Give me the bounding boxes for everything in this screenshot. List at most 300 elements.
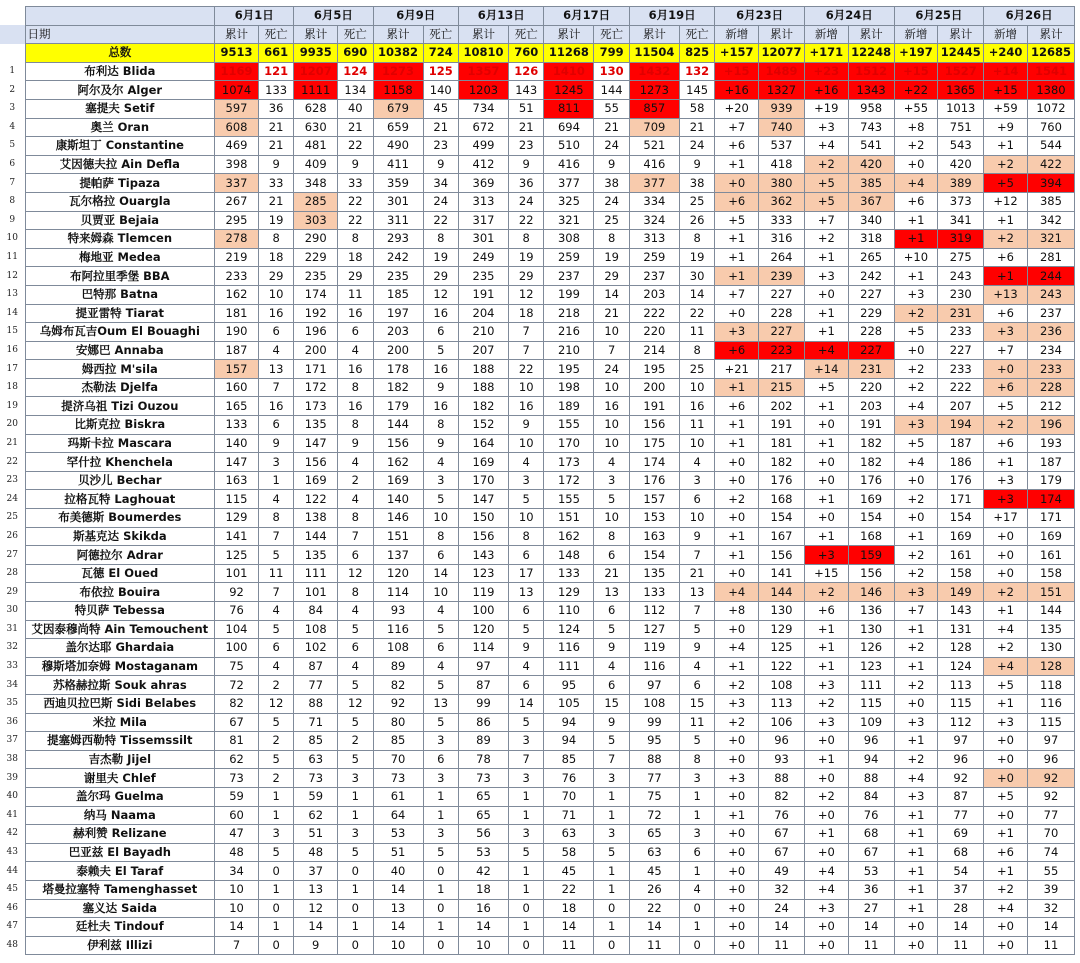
data-cell: +0 [894, 918, 938, 937]
data-cell: 33 [338, 174, 373, 193]
corner-cell [25, 7, 215, 26]
data-cell: 3 [258, 825, 293, 844]
row-number: 27 [6, 549, 18, 560]
data-cell: 5 [423, 341, 458, 360]
data-cell: +0 [804, 918, 848, 937]
data-cell: 324 [629, 211, 679, 230]
data-cell: 115 [1027, 713, 1074, 732]
data-cell: 176 [759, 471, 805, 490]
data-cell: 377 [544, 174, 594, 193]
data-cell: 218 [544, 304, 594, 323]
data-cell: 87 [938, 787, 984, 806]
table-row [0, 174, 1075, 193]
data-cell: 63 [294, 750, 338, 769]
data-cell: 123 [848, 657, 894, 676]
data-cell: +3 [804, 676, 848, 695]
data-cell: 51 [294, 825, 338, 844]
total-cell: 825 [679, 44, 714, 63]
table-row [0, 732, 1075, 751]
data-cell: 19 [679, 248, 714, 267]
data-cell: +6 [984, 843, 1028, 862]
data-cell: 15 [594, 694, 629, 713]
data-cell: 156 [373, 434, 423, 453]
data-cell: 163 [215, 471, 259, 490]
data-cell: 53 [373, 825, 423, 844]
data-cell: 71 [544, 806, 594, 825]
table-row [0, 509, 1075, 528]
data-cell: +1 [894, 806, 938, 825]
column-header: 累计 [848, 25, 894, 44]
data-cell: +2 [894, 304, 938, 323]
row-number: 22 [6, 456, 18, 467]
data-cell: 45 [544, 862, 594, 881]
data-cell: 16 [338, 360, 373, 379]
data-cell: 110 [544, 602, 594, 621]
province-name: 杰勒法 Djelfa [25, 378, 215, 397]
data-cell: +2 [804, 155, 848, 174]
data-cell: 10 [423, 509, 458, 528]
data-cell: 1 [423, 806, 458, 825]
data-cell: 32 [1027, 899, 1074, 918]
data-cell: +6 [984, 304, 1028, 323]
data-cell: 158 [1027, 564, 1074, 583]
data-cell: 1 [594, 806, 629, 825]
data-cell: 0 [258, 899, 293, 918]
data-cell: 73 [215, 769, 259, 788]
data-cell: 4 [594, 657, 629, 676]
data-cell: 141 [215, 527, 259, 546]
data-cell: 9 [508, 416, 543, 435]
data-cell: +1 [984, 862, 1028, 881]
data-cell: +12 [984, 192, 1028, 211]
data-cell: 679 [373, 99, 423, 118]
data-cell: 87 [294, 657, 338, 676]
data-cell: 204 [458, 304, 508, 323]
data-cell: 6 [594, 602, 629, 621]
data-cell: 227 [848, 285, 894, 304]
data-cell: 45 [423, 99, 458, 118]
row-number: 43 [6, 847, 18, 858]
data-cell: +2 [715, 713, 759, 732]
data-cell: +4 [715, 639, 759, 658]
data-cell: 182 [848, 453, 894, 472]
data-cell: +1 [984, 825, 1028, 844]
data-cell: 195 [629, 360, 679, 379]
data-cell: 25 [679, 192, 714, 211]
column-header: 累计 [215, 25, 259, 44]
data-cell: +5 [804, 174, 848, 193]
data-cell: 10 [373, 936, 423, 955]
data-cell: +7 [984, 341, 1028, 360]
province-name: 吉杰勒 Jijel [25, 750, 215, 769]
data-cell: +0 [715, 174, 759, 193]
data-cell: +0 [715, 564, 759, 583]
data-cell: 55 [594, 99, 629, 118]
data-cell: +20 [715, 99, 759, 118]
data-cell: 0 [338, 862, 373, 881]
data-cell: +3 [715, 769, 759, 788]
data-cell: +0 [984, 750, 1028, 769]
date-header-3: 6月13日 [458, 7, 543, 26]
data-cell: 227 [759, 285, 805, 304]
data-cell: +1 [984, 211, 1028, 230]
data-cell: 0 [338, 936, 373, 955]
data-cell: 58 [544, 843, 594, 862]
data-cell: +1 [894, 527, 938, 546]
data-cell: +1 [894, 862, 938, 881]
data-cell: 11 [338, 285, 373, 304]
data-cell: 203 [848, 397, 894, 416]
data-cell: 857 [629, 99, 679, 118]
data-cell: 9 [594, 713, 629, 732]
date-header-9: 6月26日 [984, 7, 1075, 26]
row-number: 4 [9, 121, 16, 132]
data-cell: 8 [258, 509, 293, 528]
data-cell: +2 [894, 750, 938, 769]
data-cell: 6 [679, 676, 714, 695]
data-cell: +6 [804, 602, 848, 621]
data-cell: 185 [373, 285, 423, 304]
data-cell: 235 [294, 267, 338, 286]
data-cell: +16 [715, 81, 759, 100]
data-cell: 418 [759, 155, 805, 174]
data-cell: +0 [715, 936, 759, 955]
data-cell: 154 [759, 509, 805, 528]
data-cell: +0 [984, 527, 1028, 546]
data-cell: 182 [759, 453, 805, 472]
data-cell: 10 [679, 434, 714, 453]
row-number: 30 [6, 605, 18, 616]
data-cell: 5 [338, 713, 373, 732]
data-cell: 154 [629, 546, 679, 565]
data-cell: 1 [258, 787, 293, 806]
data-cell: 29 [594, 267, 629, 286]
total-cell: 661 [258, 44, 293, 63]
data-cell: 102 [294, 639, 338, 658]
table-row [0, 118, 1075, 137]
row-number: 2 [9, 84, 16, 95]
data-cell: 6 [423, 750, 458, 769]
data-cell: 7 [679, 546, 714, 565]
data-cell: 144 [373, 416, 423, 435]
table-row [0, 62, 1075, 81]
data-cell: 3 [423, 471, 458, 490]
data-cell: 659 [373, 118, 423, 137]
data-cell: +6 [894, 192, 938, 211]
data-table [0, 6, 1075, 955]
data-cell: 101 [215, 564, 259, 583]
data-cell: 2 [338, 732, 373, 751]
data-cell: 18 [458, 880, 508, 899]
province-name: 艾因泰穆尚特 Ain Temouchent [25, 620, 215, 639]
data-cell: +0 [715, 509, 759, 528]
data-cell: 125 [759, 639, 805, 658]
data-cell: +5 [984, 787, 1028, 806]
data-cell: 32 [759, 880, 805, 899]
row-number: 1 [9, 66, 16, 77]
province-name: 提亚雷特 Tiarat [25, 304, 215, 323]
data-cell: 68 [938, 843, 984, 862]
data-cell: 0 [423, 899, 458, 918]
province-name: 斯基克达 Skikda [25, 527, 215, 546]
data-cell: 380 [759, 174, 805, 193]
data-cell: 116 [373, 620, 423, 639]
data-cell: 10 [594, 323, 629, 342]
data-cell: 21 [423, 118, 458, 137]
data-cell: 264 [759, 248, 805, 267]
data-cell: 9 [258, 434, 293, 453]
data-cell: +4 [984, 657, 1028, 676]
data-cell: 377 [629, 174, 679, 193]
data-cell: 5 [679, 732, 714, 751]
table-row [0, 267, 1075, 286]
data-cell: +3 [894, 416, 938, 435]
data-cell: 144 [594, 81, 629, 100]
data-cell: 88 [759, 769, 805, 788]
data-cell: 5 [338, 843, 373, 862]
data-cell: 4 [258, 602, 293, 621]
data-cell: +0 [715, 732, 759, 751]
data-cell: +1 [804, 397, 848, 416]
row-number: 28 [6, 568, 18, 579]
data-cell: 1512 [848, 62, 894, 81]
data-cell: 1327 [759, 81, 805, 100]
data-cell: 164 [458, 434, 508, 453]
data-cell: 5 [508, 620, 543, 639]
data-cell: 146 [373, 509, 423, 528]
data-cell: 210 [544, 341, 594, 360]
data-cell: 151 [544, 509, 594, 528]
data-cell: 120 [373, 564, 423, 583]
data-cell: 128 [938, 639, 984, 658]
data-cell: 398 [215, 155, 259, 174]
data-cell: 144 [759, 583, 805, 602]
data-cell: 4 [338, 490, 373, 509]
data-cell: 243 [1027, 285, 1074, 304]
data-cell: 811 [544, 99, 594, 118]
data-cell: 199 [544, 285, 594, 304]
data-cell: 56 [458, 825, 508, 844]
data-cell: 210 [458, 323, 508, 342]
data-cell: +14 [984, 62, 1028, 81]
row-number: 47 [6, 921, 18, 932]
data-cell: 16 [508, 397, 543, 416]
data-cell: 334 [629, 192, 679, 211]
data-cell: +5 [804, 378, 848, 397]
province-name: 乌姆布瓦吉Oum El Bouaghi [25, 323, 215, 342]
data-cell: 15 [679, 694, 714, 713]
data-cell: 187 [938, 434, 984, 453]
date-header-0: 6月1日 [215, 7, 294, 26]
data-cell: 144 [294, 527, 338, 546]
column-header: 累计 [373, 25, 423, 44]
data-cell: 5 [594, 490, 629, 509]
data-cell: 138 [294, 509, 338, 528]
data-cell: +9 [984, 118, 1028, 137]
data-cell: 97 [458, 657, 508, 676]
data-cell: 367 [848, 192, 894, 211]
data-cell: 313 [458, 192, 508, 211]
data-cell: 16 [458, 899, 508, 918]
row-number: 11 [6, 252, 18, 263]
data-cell: 151 [373, 527, 423, 546]
data-cell: +2 [984, 416, 1028, 435]
data-cell: 10 [679, 378, 714, 397]
data-cell: +0 [804, 936, 848, 955]
total-cell: 9513 [215, 44, 259, 63]
data-cell: 5 [508, 713, 543, 732]
data-cell: 275 [938, 248, 984, 267]
data-cell: 7 [594, 341, 629, 360]
table-row [0, 899, 1075, 918]
data-cell: 19 [594, 248, 629, 267]
column-header: 死亡 [423, 25, 458, 44]
data-cell: 126 [508, 62, 543, 81]
data-cell: +3 [894, 285, 938, 304]
data-cell: 78 [458, 750, 508, 769]
data-cell: 189 [544, 397, 594, 416]
table-row [0, 750, 1075, 769]
data-cell: 10 [594, 434, 629, 453]
row-number: 36 [6, 716, 18, 727]
data-cell: 295 [215, 211, 259, 230]
data-cell: 290 [294, 230, 338, 249]
data-cell: +2 [984, 880, 1028, 899]
data-cell: +1 [894, 843, 938, 862]
data-cell: 3 [679, 769, 714, 788]
data-cell: +1 [894, 880, 938, 899]
province-name: 塞提夫 Setif [25, 99, 215, 118]
data-cell: 308 [544, 230, 594, 249]
data-cell: 14 [594, 285, 629, 304]
row-number: 15 [6, 326, 18, 337]
data-cell: 6 [508, 602, 543, 621]
data-cell: +0 [984, 918, 1028, 937]
data-cell: 1203 [458, 81, 508, 100]
date-header-4: 6月17日 [544, 7, 629, 26]
data-cell: 101 [294, 583, 338, 602]
data-cell: 67 [848, 843, 894, 862]
data-cell: 162 [544, 527, 594, 546]
data-cell: 22 [544, 880, 594, 899]
data-cell: 233 [938, 323, 984, 342]
data-cell: +0 [804, 509, 848, 528]
data-cell: 82 [373, 676, 423, 695]
data-cell: 5 [338, 750, 373, 769]
data-cell: +6 [715, 137, 759, 156]
data-cell: 60 [215, 806, 259, 825]
province-name: 瓦德 El Oued [25, 564, 215, 583]
row-number: 23 [6, 475, 18, 486]
data-cell: 93 [373, 602, 423, 621]
data-cell: 82 [759, 787, 805, 806]
data-cell: 19 [258, 211, 293, 230]
data-cell: 36 [848, 880, 894, 899]
table-row [0, 490, 1075, 509]
data-cell: 82 [215, 694, 259, 713]
data-cell: 8 [679, 750, 714, 769]
data-cell: 112 [938, 713, 984, 732]
data-cell: 147 [215, 453, 259, 472]
province-name: 布利达 Blida [25, 62, 215, 81]
data-cell: 214 [629, 341, 679, 360]
data-cell: 11 [679, 713, 714, 732]
data-cell: 9 [423, 155, 458, 174]
data-cell: 385 [848, 174, 894, 193]
data-cell: 24 [679, 137, 714, 156]
data-cell: +0 [894, 936, 938, 955]
row-number: 7 [9, 177, 16, 188]
data-cell: 7 [215, 936, 259, 955]
data-cell: 100 [215, 639, 259, 658]
data-cell: 23 [423, 137, 458, 156]
province-name: 玛斯卡拉 Mascara [25, 434, 215, 453]
column-header: 累计 [759, 25, 805, 44]
data-cell: 7 [258, 583, 293, 602]
province-name: 提济乌祖 Tizi Ouzou [25, 397, 215, 416]
data-cell: 88 [629, 750, 679, 769]
data-cell: 144 [1027, 602, 1074, 621]
total-cell: 11504 [629, 44, 679, 63]
data-cell: 1410 [544, 62, 594, 81]
data-cell: +2 [894, 676, 938, 695]
data-cell: 1 [508, 806, 543, 825]
data-cell: 3 [508, 769, 543, 788]
data-cell: +5 [804, 192, 848, 211]
row-number: 34 [6, 679, 18, 690]
data-cell: 1273 [373, 62, 423, 81]
data-cell: 113 [938, 676, 984, 695]
data-cell: 105 [544, 694, 594, 713]
province-name: 布阿拉里季堡 BBA [25, 267, 215, 286]
data-cell: 182 [373, 378, 423, 397]
total-row [0, 44, 1075, 63]
data-cell: 74 [1027, 843, 1074, 862]
data-cell: +0 [984, 806, 1028, 825]
data-cell: 67 [215, 713, 259, 732]
data-cell: 167 [759, 527, 805, 546]
data-cell: 1 [338, 806, 373, 825]
data-cell: 193 [1027, 434, 1074, 453]
data-cell: +1 [715, 155, 759, 174]
data-cell: 5 [423, 676, 458, 695]
data-cell: 108 [759, 676, 805, 695]
data-cell: 9 [258, 155, 293, 174]
data-cell: 140 [373, 490, 423, 509]
data-cell: 29 [258, 267, 293, 286]
data-cell: 7 [258, 527, 293, 546]
data-cell: 230 [938, 285, 984, 304]
data-cell: 108 [373, 639, 423, 658]
data-cell: 237 [544, 267, 594, 286]
table-row [0, 843, 1075, 862]
date-header-5: 6月19日 [629, 7, 714, 26]
row-number: 45 [6, 884, 18, 895]
row-number: 37 [6, 735, 18, 746]
row-number: 46 [6, 902, 18, 913]
data-cell: 112 [629, 602, 679, 621]
data-cell: 7 [679, 602, 714, 621]
province-name: 巴亚兹 El Bayadh [25, 843, 215, 862]
data-cell: 22 [338, 211, 373, 230]
data-cell: 3 [508, 471, 543, 490]
data-cell: 285 [294, 192, 338, 211]
data-cell: 143 [458, 546, 508, 565]
data-cell: +1 [715, 416, 759, 435]
data-cell: 212 [1027, 397, 1074, 416]
data-cell: +0 [894, 471, 938, 490]
data-cell: +3 [984, 713, 1028, 732]
